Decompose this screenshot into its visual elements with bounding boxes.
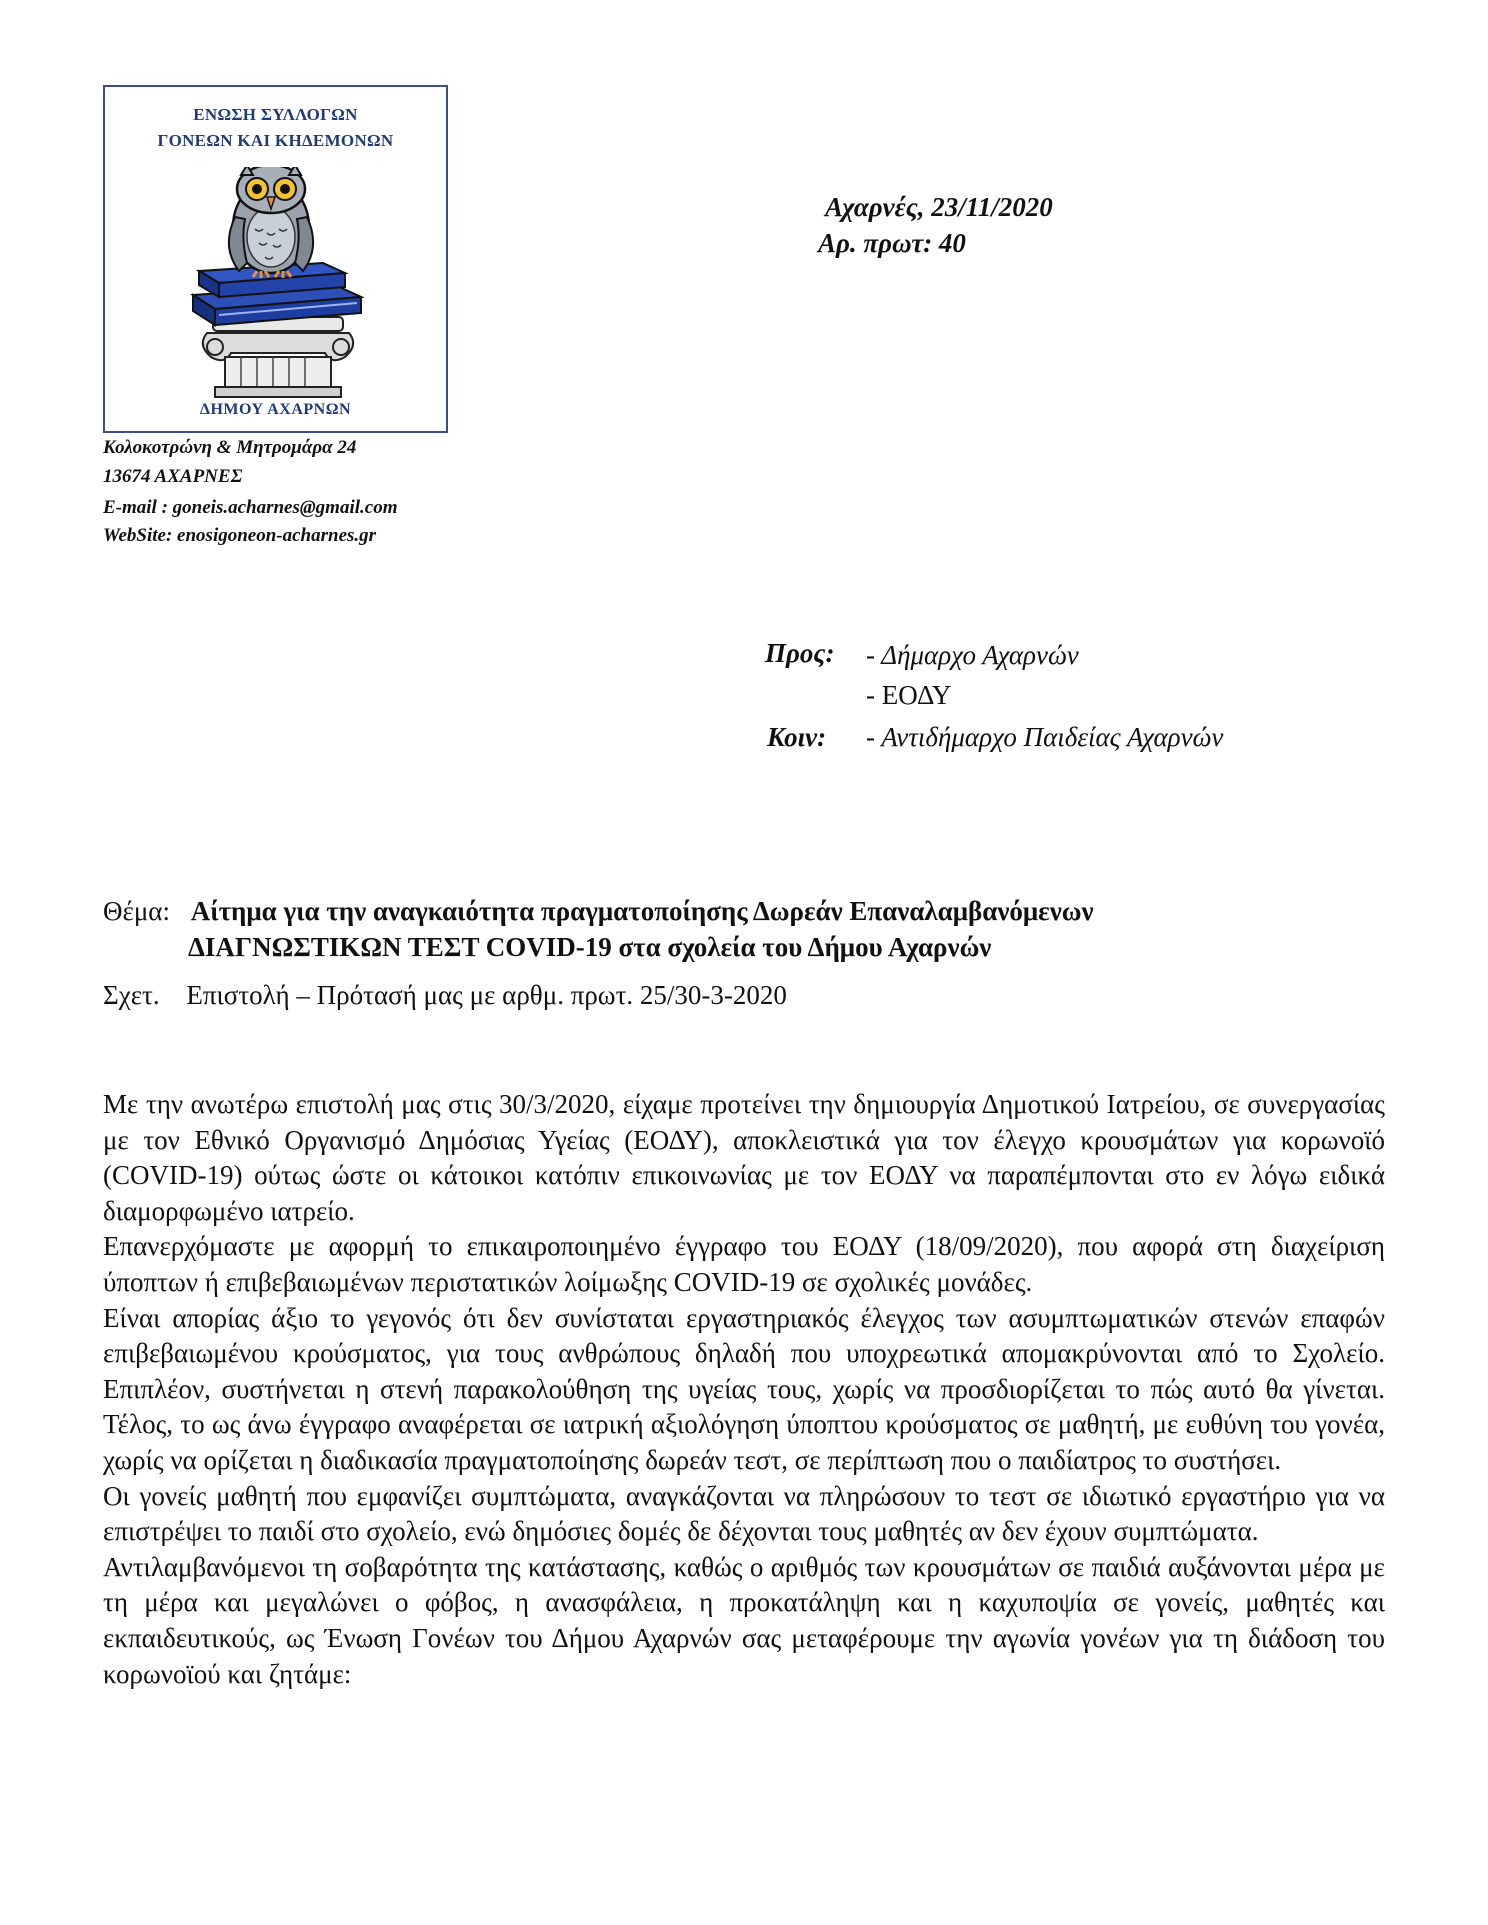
to-label: Προς: [765, 638, 835, 668]
logo-title-line2: ΓΟΝΕΩΝ ΚΑΙ ΚΗΔΕΜΟΝΩΝ [157, 131, 394, 150]
recipient-cc: - Αντιδήμαρχο Παιδείας Αχαρνών [866, 722, 1224, 752]
subject-text-line1: Αίτημα για την αναγκαιότητα πραγματοποίησης Δωρεάν Επαναλαμβανόμενων [190, 896, 1094, 926]
cc-label: Κοιν: [767, 722, 827, 752]
subject-text-line2: ΔΙΑΓΝΩΣΤΙΚΩΝ ΤΕΣΤ COVID-19 στα σχολεία του Δήμου Αχαρνών [188, 932, 992, 962]
body-paragraph-4: Οι γονείς μαθητή που εμφανίζει συμπτώματα, αναγκάζονται να πληρώσουν το τεστ σε ιδιωτικό εργαστήριο για να επιστρέψει το παιδί στο σχολείο, ενώ δημόσιες δομές δε δέχονται τους μαθητές αν δεν έχουν συμπτώματα. [103, 1480, 1385, 1547]
place-date: Αχαρνές, 23/11/2020 [825, 192, 1053, 222]
sender-address: Κολοκοτρώνη & Μητρομάρα 24 [103, 437, 357, 458]
sender-city: 13674 ΑΧΑΡΝΕΣ [103, 466, 243, 487]
reference-text: Επιστολή – Πρότασή μας με αρθμ. πρωτ. 25/30-3-2020 [186, 980, 787, 1010]
body-paragraph-3: Είναι απορίας άξιο το γεγονός ότι δεν συνίσταται εργαστηριακός έλεγχος των ασυμπτωματικών στενών επαφών επιβεβαιωμένου κρούσματος, για τους ανθρώπους δηλαδή που υποχρεωτικά απομακρύνονται από το Σχολείο. Επιπλέον, συστήνεται η στενή παρακολούθηση της υγείας τους, χωρίς να προσδιορίζεται το πώς αυτό θα γίνεται. Τέλος, το ως άνω έγγραφο αναφέρεται σε ιατρική αξιολόγηση ύποπτου κρούσματος σε μαθητή, με ευθύνη του γονέα, χωρίς να ορίζεται η διαδικασία πραγματοποίησης δωρεάν τεστ, σε περίπτωση που ο παιδίατρος το συστήσει. [103, 1302, 1385, 1475]
owl-on-books-icon [185, 167, 370, 402]
sender-website: WebSite: enosigoneon-acharnes.gr [103, 525, 377, 546]
subject-label: Θέμα: [103, 896, 170, 926]
reference-line [103, 980, 787, 1011]
body-paragraph-2: Επανερχόμαστε με αφορμή το επικαιροποιημένο έγγραφο του ΕΟΔΥ (18/09/2020), που αφορά στη διαχείριση ύποπτων ή επιβεβαιωμένων περιστατικών λοίμωξης COVID-19 σε σχολικές μονάδες. [103, 1231, 1385, 1297]
logo-footer: ΔΗΜΟΥ ΑΧΑΡΝΩΝ [199, 401, 352, 418]
logo-title-line1: ΕΝΩΣΗ ΣΥΛΛΟΓΩΝ [193, 105, 358, 124]
sender-email: E-mail : goneis.acharnes@gmail.com [103, 497, 398, 518]
organization-logo [103, 85, 448, 433]
letter-body [103, 1087, 1385, 1692]
subject-line2 [188, 932, 991, 963]
body-paragraph-1: Με την ανωτέρω επιστολή μας στις 30/3/2020, είχαμε προτείνει την δημιουργία Δημοτικού Ιατρείου, σε συνεργασίας με τον Εθνικό Οργανισμό Δημόσιας Υγείας (ΕΟΔΥ), αποκλειστικά για τον έλεγχο κρουσμάτων για κορωνοϊό (COVID-19) ούτως ώστε οι κάτοικοι κατόπιν επικοινωνίας με τον ΕΟΔΥ να παραπέμπονται στο εν λόγω ειδικά διαμορφωμένο ιατρείο. [103, 1089, 1385, 1226]
protocol-number: Αρ. πρωτ: 40 [818, 228, 966, 258]
recipient-eody: - ΕΟΔΥ [866, 680, 952, 710]
recipient-mayor: - Δήμαρχο Αχαρνών [866, 640, 1079, 670]
body-paragraph-5: Αντιλαμβανόμενοι τη σοβαρότητα της κατάστασης, καθώς ο αριθμός των κρουσμάτων σε παιδιά αυξάνονται μέρα με τη μέρα και μεγαλώνει ο φόβος, η ανασφάλεια, η προκατάληψη και η καχυποψία σε γονείς, μαθητές και εκπαιδευτικούς, ως Ένωση Γονέων του Δήμου Αχαρνών σας μεταφέρουμε την αγωνία γονέων για τη διάδοση του κορωνοϊού και ζητάμε: [103, 1551, 1385, 1689]
reference-label: Σχετ. [103, 980, 160, 1010]
subject-line [103, 896, 1094, 927]
